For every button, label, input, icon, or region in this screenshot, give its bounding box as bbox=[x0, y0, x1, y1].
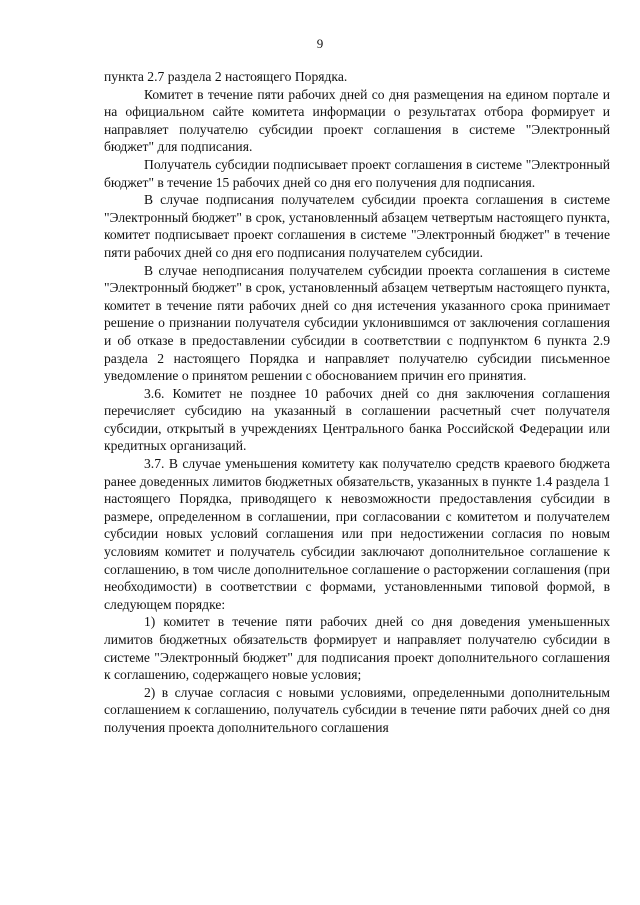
paragraph-agreement-draft: Комитет в течение пяти рабочих дней со дня размещения на едином портале и на официальном сайте комитета информации о результатах отбора формирует и направляет получателю субсидии проект соглашения в системе "Электронный бюджет" для подписания. bbox=[104, 86, 610, 155]
document-body bbox=[104, 68, 610, 737]
list-item-1: 1) комитет в течение пяти рабочих дней со дня доведения уменьшенных лимитов бюджетных обязательств формирует и направляет получателю субсидии в системе "Электронный бюджет" для подписания проект дополнительного соглашения к соглашению, содержащего новые условия; bbox=[104, 614, 610, 683]
paragraph-3-6: 3.6. Комитет не позднее 10 рабочих дней со дня заключения соглашения перечисляет субсидию на указанный в соглашении расчетный счет получателя субсидии, открытый в учреждениях Центрального банка Российской Федерации или кредитных организаций. bbox=[104, 385, 610, 454]
paragraph-committee-signs: В случае подписания получателем субсидии проекта соглашения в системе "Электронный бюджет" в срок, установленный абзацем четвертым настоящего пункта, комитет подписывает проект соглашения в системе "Электронный бюджет" в течение пяти рабочих дней со дня его подписания получателем субсидии. bbox=[104, 192, 610, 260]
page-number: 9 bbox=[316, 36, 324, 51]
list-item-2: 2) в случае согласия с новыми условиями, определенными дополнительным соглашением к соглашению, получатель субсидии в течение пяти рабочих дней со дня получения проекта дополнительного соглашения bbox=[104, 684, 610, 735]
paragraph-recipient-signs: Получатель субсидии подписывает проект соглашения в системе "Электронный бюджет" в течение 15 рабочих дней со дня его получения для подписания. bbox=[104, 156, 610, 190]
paragraph-3-7: 3.7. В случае уменьшения комитету как получателю средств краевого бюджета ранее доведенных лимитов бюджетных обязательств, указанных в пункте 1.4 раздела 1 настоящего Порядка, приводящего к невозможности предоставления субсидии в размере, определенном в соглашении, при согласовании с комитетом и получателем субсидии новых условий соглашения или при недостижении согласия по новым условиям комитет и получатель субсидии заключают дополнительное соглашение к соглашению, в том числе дополнительное соглашение о расторжении соглашения (при необходимости) в соответствии с формами, установленными типовой формой, в следующем порядке: bbox=[104, 456, 610, 612]
paragraph-non-signing: В случае неподписания получателем субсидии проекта соглашения в системе "Электронный бюджет" в срок, установленный абзацем четвертым настоящего пункта, комитет в течение пяти рабочих дней со дня истечения указанного срока принимает решение о признании получателя субсидии уклонившимся от заключения соглашения и об отказе в предоставлении субсидии в соответствии с подпунктом 6 пункта 2.9 раздела 2 настоящего Порядка и направляет получателю субсидии письменное уведомление о принятом решении с обоснованием причин его принятия. bbox=[104, 262, 610, 384]
paragraph-continuation: пункта 2.7 раздела 2 настоящего Порядка. bbox=[104, 69, 348, 84]
